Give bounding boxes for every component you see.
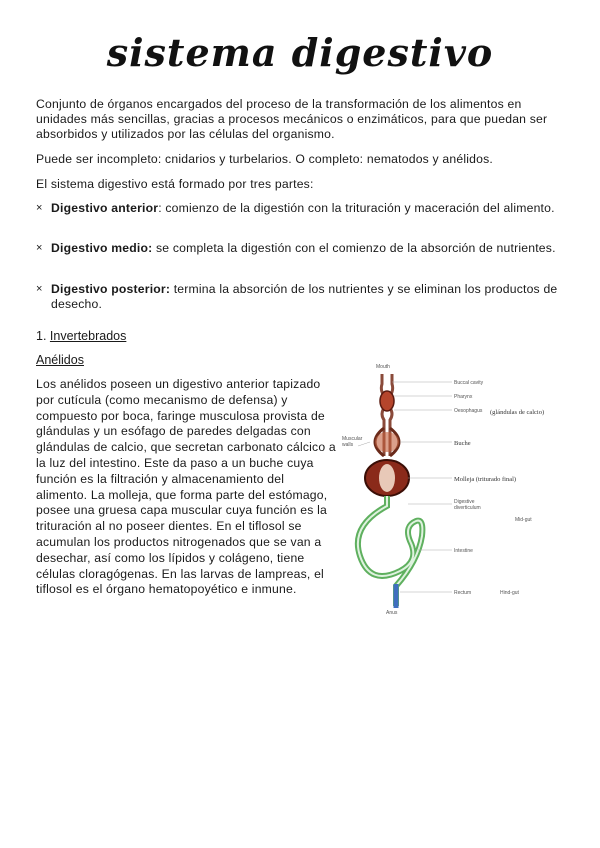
section-title: Invertebrados bbox=[49, 329, 127, 343]
label-molleja: Molleja (triturado final) bbox=[454, 476, 517, 483]
label-glandulas: (glándulas de calcio) bbox=[490, 409, 545, 416]
diagram-svg bbox=[340, 356, 590, 616]
label-midgut: Mid-gut bbox=[515, 517, 532, 523]
parts-intro: El sistema digestivo está formado por tres partes: bbox=[36, 177, 314, 191]
bullet-term: Digestivo posterior: bbox=[51, 282, 171, 296]
pharynx-shape bbox=[380, 391, 394, 411]
digestive-system-diagram bbox=[340, 356, 590, 616]
section-heading bbox=[36, 329, 126, 343]
label-anus: Anus bbox=[386, 610, 398, 616]
label-mouth: Mouth bbox=[376, 364, 390, 370]
label-digestive: Digestive bbox=[454, 499, 475, 505]
label-hindgut: Hind-gut bbox=[500, 590, 519, 596]
section-number: 1. bbox=[36, 329, 47, 343]
types-paragraph: Puede ser incompleto: cnidarios y turbelarios. O completo: nematodos y anélidos. bbox=[36, 152, 494, 166]
label-pharynx: Pharynx bbox=[454, 394, 473, 400]
label-walls: walls bbox=[342, 442, 354, 448]
bullet-text: se completa la digestión con el comienzo de la absorción de nutrientes. bbox=[152, 241, 556, 255]
label-buccal: Buccal cavity bbox=[454, 380, 484, 386]
label-buche: Buche bbox=[454, 440, 471, 447]
bullet-mark: × bbox=[36, 283, 43, 295]
intro-paragraph: Conjunto de órganos encargados del proceso de la transformación de los alimentos en unidades más sencillas, gracias a procesos mecánicos o enzimáticos, para que puedan ser absorbidos y utilizados por las células del organismo. bbox=[36, 97, 548, 141]
page-title: sistema digestivo bbox=[106, 30, 494, 75]
anelidos-paragraph: Los anélidos poseen un digestivo anterior tapizado por cutícula (como mecanismo de defensa) y compuesto por boca, faringe musculosa provista de glándulas y un esófago de paredes delgadas con glándulas de calcio, que secretan carbonato cálcico a la luz del intestino. Este da paso a un buche cuya función es la filtración y almacenamiento del alimento. La molleja, que forma parte del estómago, posee una gruesa capa muscular cuya función es la trituración al no poseer dientes. En el tiflosol se acumulan los productos nitrogenados que se van a desechar, así como los lípidos y colágeno, tiene células cloragógenas. En las larvas de lampreas, el tiflosol es el órgano hematopoyético e inmune. bbox=[36, 377, 336, 597]
bullet-term: Digestivo medio: bbox=[51, 241, 153, 255]
label-rectum: Rectum bbox=[454, 590, 472, 596]
subsection-heading: Anélidos bbox=[36, 353, 84, 367]
crop-fill bbox=[375, 432, 399, 452]
label-muscular: Muscular bbox=[342, 436, 363, 442]
label-diverticulum: diverticulum bbox=[454, 505, 481, 511]
bullet-mark: × bbox=[36, 242, 43, 254]
gizzard-lumen bbox=[379, 464, 395, 492]
intestine-lumen bbox=[358, 496, 423, 606]
bullet-text: : comienzo de la digestión con la trituración y maceración del alimento. bbox=[158, 201, 555, 215]
bullet-term: Digestivo anterior bbox=[51, 201, 159, 215]
label-intestine: Intestine bbox=[454, 548, 473, 554]
bullet-mark: × bbox=[36, 202, 43, 214]
bullet-text: termina la absorción de los nutrientes y se eliminan los productos de desecho. bbox=[51, 282, 558, 311]
label-oesophagus: Oesophagus bbox=[454, 408, 483, 414]
